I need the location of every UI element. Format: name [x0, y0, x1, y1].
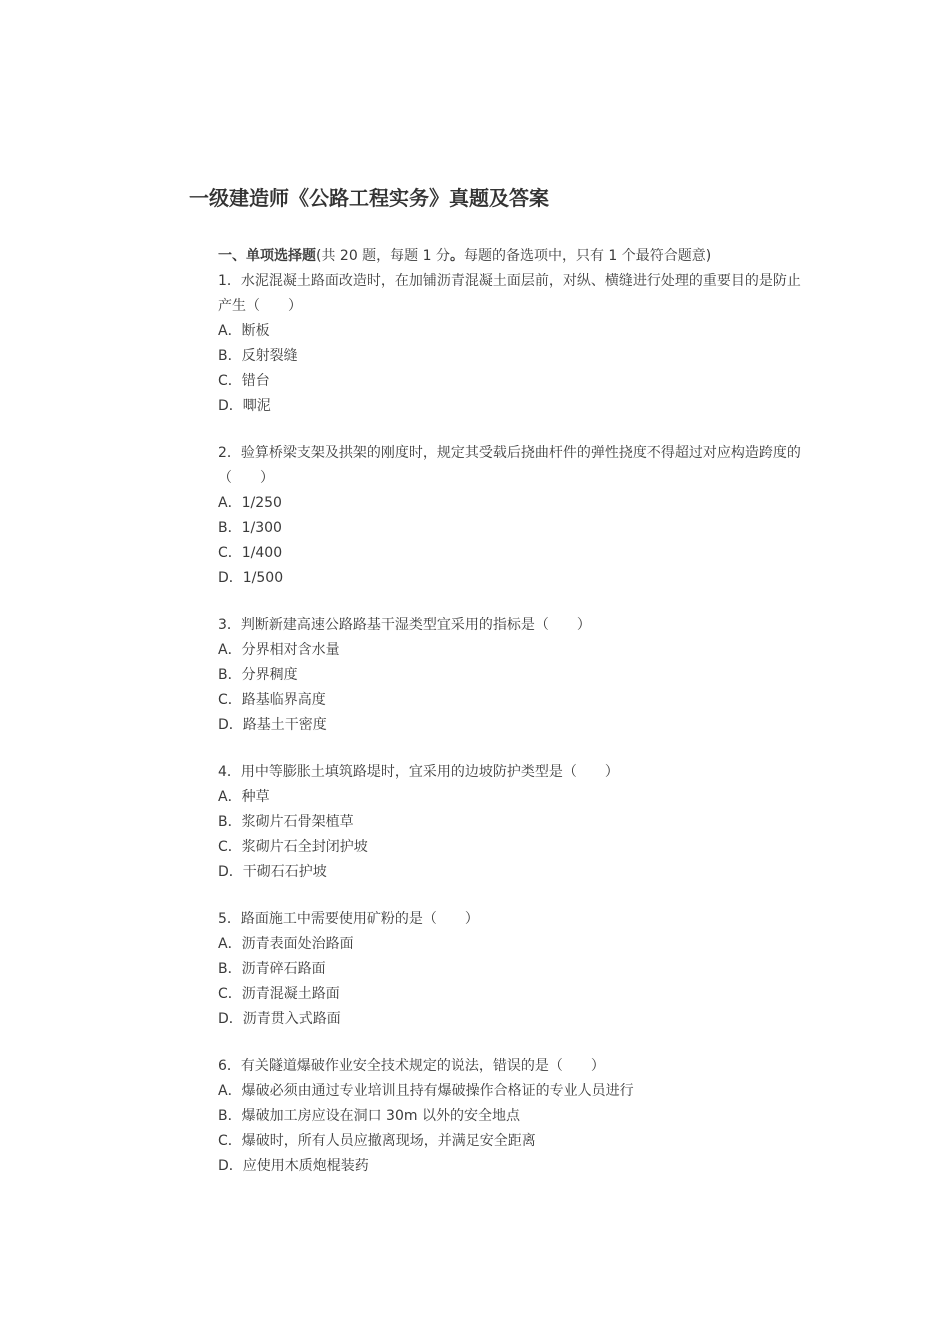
option-a: A．沥青表面处治路面	[218, 936, 354, 952]
option-c: C．爆破时，所有人员应撤离现场，并满足安全距离	[218, 1133, 536, 1149]
question-stem: 4．用中等膨胀土填筑路堤时，宜采用的边坡防护类型是（ ）	[218, 764, 619, 780]
option-b: B．浆砌片石骨架植草	[218, 814, 354, 830]
question-5	[218, 907, 808, 1032]
question-4	[218, 760, 808, 885]
question-stem: 1．水泥混凝土路面改造时，在加铺沥青混凝土面层前，对纵、横缝进行处理的重要目的是防止产生（ ）	[218, 273, 801, 314]
option-c: C．1/400	[218, 545, 283, 561]
question-6	[218, 1054, 808, 1179]
section-heading	[218, 244, 808, 269]
question-1	[218, 269, 808, 419]
question-3	[218, 613, 808, 738]
option-c: C．沥青混凝土路面	[218, 986, 340, 1002]
option-d: D．应使用木质炮棍装药	[218, 1158, 369, 1174]
section-heading-label: 一、单项选择题	[218, 248, 316, 264]
question-stem: 3．判断新建高速公路路基干湿类型宜采用的指标是（ ）	[218, 617, 591, 633]
option-c: C．浆砌片石全封闭护坡	[218, 839, 368, 855]
option-a: A．爆破必须由通过专业培训且持有爆破操作合格证的专业人员进行	[218, 1083, 634, 1099]
option-b: B．分界稠度	[218, 667, 298, 683]
option-c: C．错台	[218, 373, 270, 389]
option-d: D．唧泥	[218, 398, 271, 414]
section-heading-count: (共 20 题，每题 1 分	[316, 248, 450, 264]
option-c: C．路基临界高度	[218, 692, 326, 708]
section-heading-note: 每题的备选项中，只有 1 个最符合题意)	[463, 248, 712, 264]
option-a: A．1/250	[218, 495, 282, 511]
question-stem: 2．验算桥梁支架及拱架的刚度时，规定其受载后挠曲杆件的弹性挠度不得超过对应构造跨度的（ ）	[218, 445, 801, 486]
option-d: D．沥青贯入式路面	[218, 1011, 341, 1027]
option-d: D．干砌石石护坡	[218, 864, 327, 880]
document-body	[218, 244, 808, 1201]
option-a: A．分界相对含水量	[218, 642, 340, 658]
section-heading-period: 。	[449, 248, 464, 264]
question-stem: 6．有关隧道爆破作业安全技术规定的说法，错误的是（ ）	[218, 1058, 605, 1074]
option-a: A．种草	[218, 789, 270, 805]
option-b: B．爆破加工房应设在洞口 30m 以外的安全地点	[218, 1108, 520, 1124]
document-title: 一级建造师《公路工程实务》真题及答案	[189, 186, 549, 210]
option-a: A．断板	[218, 323, 270, 339]
option-d: D．1/500	[218, 570, 284, 586]
option-b: B．1/300	[218, 520, 282, 536]
option-b: B．反射裂缝	[218, 348, 298, 364]
option-d: D．路基土干密度	[218, 717, 327, 733]
question-2	[218, 441, 808, 591]
option-b: B．沥青碎石路面	[218, 961, 326, 977]
question-stem: 5．路面施工中需要使用矿粉的是（ ）	[218, 911, 479, 927]
